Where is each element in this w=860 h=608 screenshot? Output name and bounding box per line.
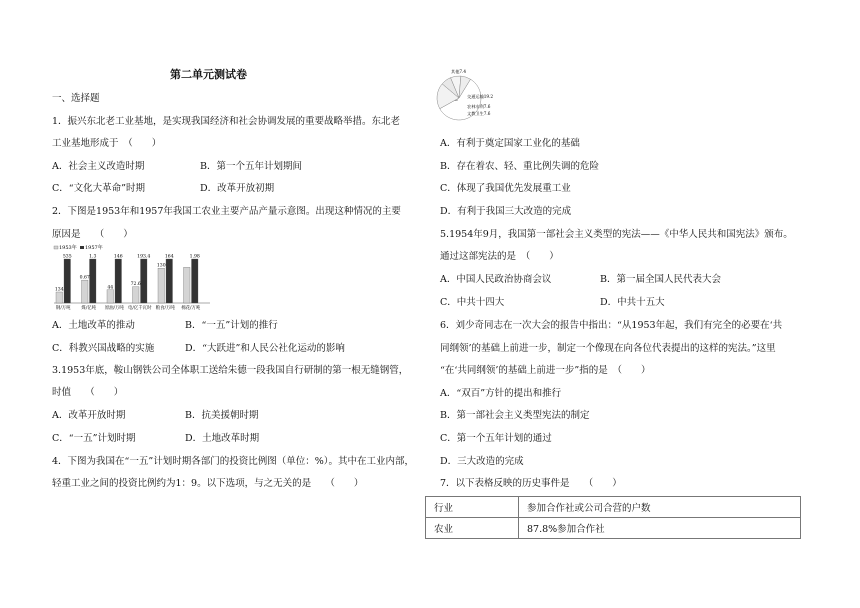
question-5-option-c: C．中共十四大 <box>440 297 505 308</box>
bar-category-label: 粮食/万吨 <box>155 306 175 311</box>
table-cell: 参加合作社或公司合营的户数 <box>519 497 801 518</box>
question-1-option-b: B．第一个五年计划期间 <box>200 161 302 172</box>
question-2-stem: 2．下图是1953年和1957年我国工农业主要产品产量示意图。出现这种情况的主要 <box>52 206 401 217</box>
bar-value-label: 72.6 <box>130 282 141 288</box>
question-4-option-a: A．有利于奠定国家工业化的基础 <box>440 138 580 149</box>
bar-value-label: 130 <box>156 263 166 269</box>
pie-slice-label: 其他7.4 <box>451 69 467 74</box>
bar-category-label: 棉花/万吨 <box>181 306 201 311</box>
legend-swatch-1957 <box>80 246 84 249</box>
bar-value-label: 146 <box>113 254 123 260</box>
pie-slice-label: 农林水利7.6 <box>467 104 491 109</box>
bar-value-label: 1.3 <box>89 254 97 260</box>
question-3-option-a: A．改革开放时期 <box>52 410 126 421</box>
bar-value-label: 164 <box>164 254 174 260</box>
question-4-option-d: D．有利于我国三大改造的完成 <box>440 206 572 217</box>
table-cell: 农业 <box>426 518 519 539</box>
section-heading: 一、选择题 <box>52 93 100 104</box>
question-4-option-b: B．存在着农、轻、重比例失调的危险 <box>440 161 599 172</box>
question-1-option-d: D．改革开放初期 <box>200 183 275 194</box>
question-1-option-c: C．“文化大革命”时期 <box>52 183 145 194</box>
cooperative-table <box>425 496 801 539</box>
question-3-option-c: C．“一五”计划时期 <box>52 433 136 444</box>
bar-1953-2 <box>107 290 114 303</box>
question-6-option-d: D．三大改造的完成 <box>440 456 524 467</box>
question-3-stem-cont: 时值 （ ） <box>52 387 124 398</box>
question-6-stem-cont: 同纲领’的基础上前进一步，制定一个像现在向各位代表提出的这样的宪法。”这里 <box>440 343 776 354</box>
bar-1953-3 <box>133 287 140 303</box>
question-2-option-a: A．土地改革的推动 <box>52 320 135 331</box>
bar-1953-4 <box>158 268 165 303</box>
table-cell: 行业 <box>426 497 519 518</box>
question-6-option-a: A．“双百”方针的提出和推行 <box>440 388 562 399</box>
bar-value-label: 1.98 <box>189 254 200 260</box>
bar-category-label: 电/亿千瓦时 <box>128 306 152 311</box>
bar-1953-1 <box>82 280 89 303</box>
question-1-option-a: A．社会主义改造时期 <box>52 161 145 172</box>
legend-swatch-1953 <box>54 246 58 249</box>
bar-1953-0 <box>56 292 63 303</box>
question-6-stem-cont-2: “在‘共同纲领’的基础上前进一步”指的是 （ ） <box>440 365 651 376</box>
question-3-stem: 3.1953年底，鞍山钢铁公司全体职工送给朱德一段我国自行研制的第一根无缝钢管， <box>52 365 409 376</box>
question-6-option-b: B．第一部社会主义类型宪法的制定 <box>440 410 590 421</box>
bar-value-label: 535 <box>62 254 72 260</box>
legend-label-1957: 1957年 <box>85 245 103 251</box>
table-cell: 87.8%参加合作社 <box>519 518 801 539</box>
bar-category-label: 原油/万吨 <box>104 306 124 311</box>
question-5-option-d: D．中共十五大 <box>600 297 665 308</box>
question-2-stem-cont: 原因是 （ ） <box>52 229 133 240</box>
bar-value-label: 0.67 <box>79 275 90 281</box>
question-5-stem: 5.1954年9月，我国第一部社会主义类型的宪法——《中华人民共和国宪法》颁布。 <box>440 229 793 240</box>
question-2-option-b: B．“一五”计划的推行 <box>185 320 278 331</box>
question-4-stem-cont: 轻重工业之间的投资比例约为1：9。以下选项，与之无关的是 （ ） <box>52 478 364 489</box>
bar-value-label: 193.4 <box>137 254 151 260</box>
bar-category-label: 钢/万吨 <box>55 306 71 311</box>
page-title: 第二单元测试卷 <box>170 68 247 81</box>
pie-slice-label: 文教卫生7.6 <box>467 111 491 116</box>
bar-value-label: 134 <box>54 287 64 293</box>
question-6-option-c: C．第一个五年计划的通过 <box>440 433 552 444</box>
bar-chart-legend <box>54 244 103 251</box>
bar-1953-5 <box>184 267 191 303</box>
question-6-stem: 6．刘少奇同志在一次大会的报告中指出：“从1953年起，我们有完全的必要在‘共 <box>440 320 783 331</box>
question-4-option-c: C．体现了我国优先发展重工业 <box>440 183 571 194</box>
question-4-stem: 4．下图为我国在“一五”计划时期各部门的投资比例图（单位：%）。其中在工业内部， <box>52 456 415 467</box>
table-row <box>426 497 801 518</box>
pie-slice-label: 交通运输19.2 <box>467 94 494 99</box>
legend-label-1953: 1953年 <box>59 245 77 251</box>
question-2-option-d: D．“大跃进”和人民公社化运动的影响 <box>185 343 345 354</box>
question-3-option-d: D．土地改革时期 <box>185 433 260 444</box>
bar-1957-1 <box>90 259 97 303</box>
bar-1957-5 <box>192 259 199 303</box>
bar-category-label: 煤/亿吨 <box>81 306 97 311</box>
question-5-option-b: B．第一届全国人民代表大会 <box>600 274 721 285</box>
question-5-stem-cont: 通过这部宪法的是 （ ） <box>440 251 559 262</box>
bar-1957-2 <box>115 259 122 303</box>
question-1-stem-cont: 工业基地形成于 （ ） <box>52 138 162 149</box>
bar-1957-3 <box>141 259 148 303</box>
investment-pie-chart <box>434 62 504 126</box>
question-2-option-c: C．科教兴国战略的实施 <box>52 343 155 354</box>
bar-1957-4 <box>166 259 173 303</box>
bar-1957-0 <box>64 259 71 303</box>
question-5-option-a: A．中国人民政治协商会议 <box>440 274 552 285</box>
table-row <box>426 518 801 539</box>
question-1-stem: 1．振兴东北老工业基地，是实现我国经济和社会协调发展的重要战略举措。东北老 <box>52 116 401 127</box>
question-7-stem: 7．以下表格反映的历史事件是 （ ） <box>440 478 622 489</box>
bar-value-label: 44 <box>107 285 114 291</box>
question-3-option-b: B．抗美援朝时期 <box>185 410 259 421</box>
production-bar-chart <box>52 243 212 315</box>
